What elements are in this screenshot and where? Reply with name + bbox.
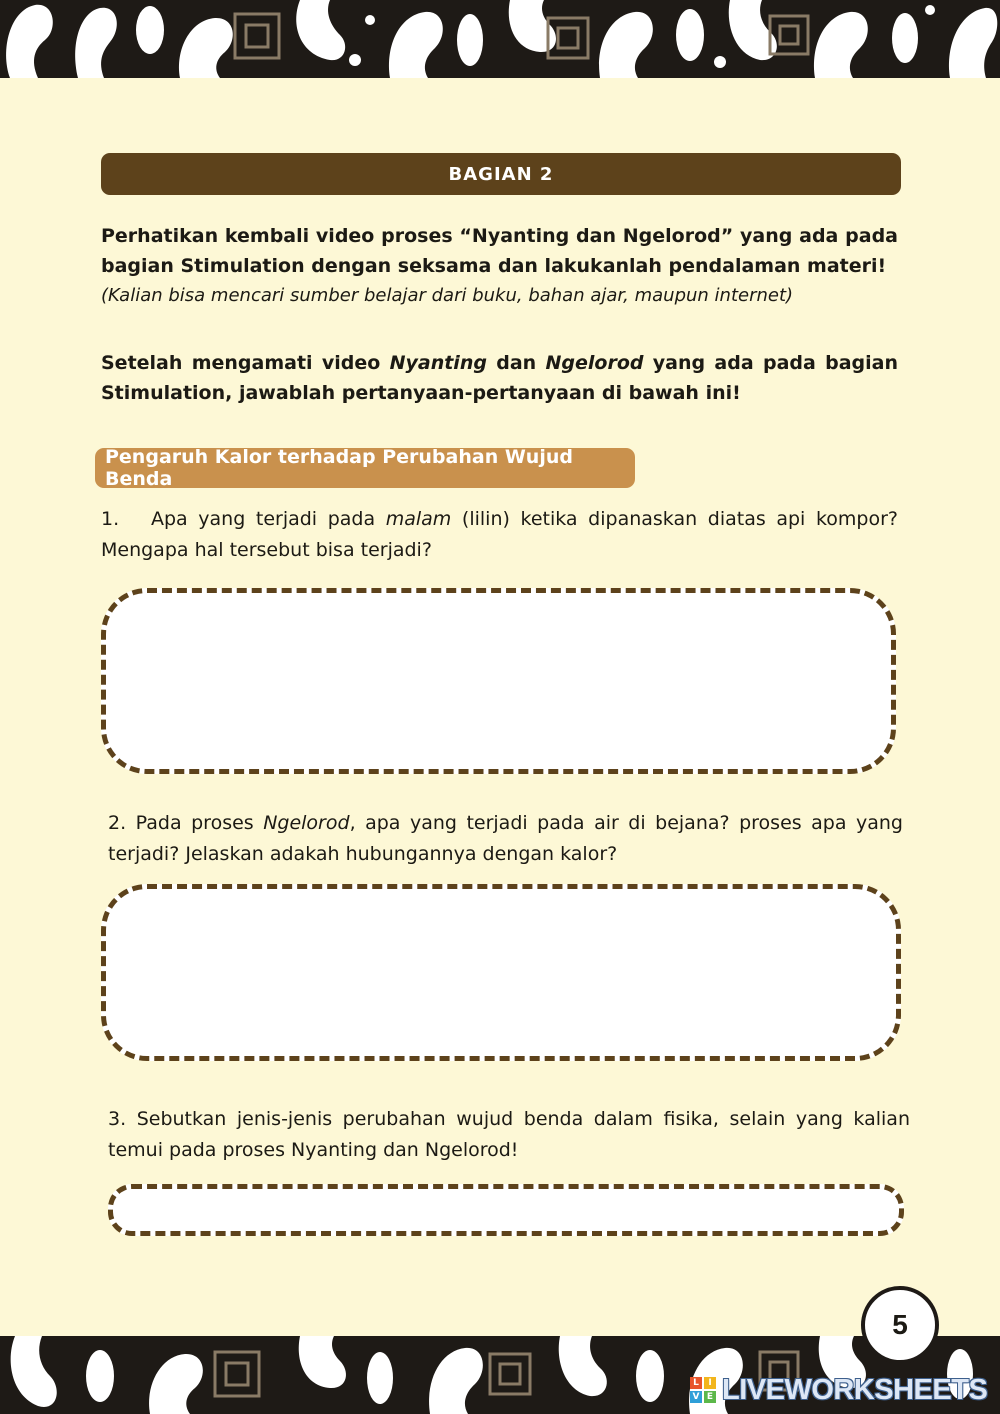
instruction-text — [101, 348, 898, 408]
question-number: 2. — [108, 812, 127, 834]
question-1 — [101, 504, 898, 566]
instruction-part-1: Setelah mengamati video — [101, 352, 390, 374]
question-3 — [108, 1104, 910, 1166]
question-2 — [108, 808, 903, 870]
question-text: Pada proses — [135, 812, 264, 834]
question-number: 3. — [108, 1108, 127, 1130]
section-title: BAGIAN 2 — [101, 153, 901, 195]
answer-box-1[interactable] — [101, 588, 896, 774]
question-text-cont: , apa yang terjadi pada air di bejana? proses apa yang terjadi? Jelaskan adakah hubungannya dengan kalor? — [108, 812, 903, 865]
instruction-term-ngelorod: Ngelorod — [545, 352, 644, 374]
question-term: malam — [385, 508, 452, 530]
topic-tag: Pengaruh Kalor terhadap Perubahan Wujud Benda — [95, 448, 635, 488]
intro-note: (Kalian bisa mencari sumber belajar dari buku, bahan ajar, maupun internet) — [101, 285, 794, 306]
batik-border-top — [0, 0, 1000, 78]
liveworksheets-watermark — [690, 1372, 987, 1408]
instruction-term-nyanting: Nyanting — [389, 352, 487, 374]
instruction-part-3: yang ada pada bagian Stimulation, jawablah pertanyaan-pertanyaan di bawah ini! — [101, 352, 899, 404]
logo-letter: L — [690, 1377, 702, 1389]
logo-letter: E — [704, 1391, 716, 1403]
question-term: Ngelorod — [263, 812, 350, 834]
answer-box-3[interactable] — [108, 1184, 904, 1236]
watermark-text: LIVEWORKSHEETS — [722, 1373, 988, 1406]
intro-text: Perhatikan kembali video proses “Nyanting dan Ngelorod” yang ada pada bagian Stimulation dengan seksama dan lakukanlah pendalaman materi! — [101, 225, 898, 277]
page-number: 5 — [861, 1286, 939, 1364]
answer-box-2[interactable] — [101, 884, 901, 1061]
question-text: Apa yang terjadi pada — [150, 508, 386, 530]
logo-letter: V — [690, 1391, 702, 1403]
question-text: Sebutkan jenis-jenis perubahan wujud benda dalam fisika, selain yang kalian temui pada proses Nyanting dan Ngelorod! — [108, 1108, 910, 1161]
liveworksheets-logo-icon — [690, 1377, 716, 1403]
question-number: 1. — [101, 508, 120, 530]
instruction-part-2: dan — [486, 352, 546, 374]
logo-letter: I — [704, 1377, 716, 1389]
question-text-cont: (lilin) ketika dipanaskan diatas api kompor? Mengapa hal tersebut bisa terjadi? — [101, 508, 898, 561]
